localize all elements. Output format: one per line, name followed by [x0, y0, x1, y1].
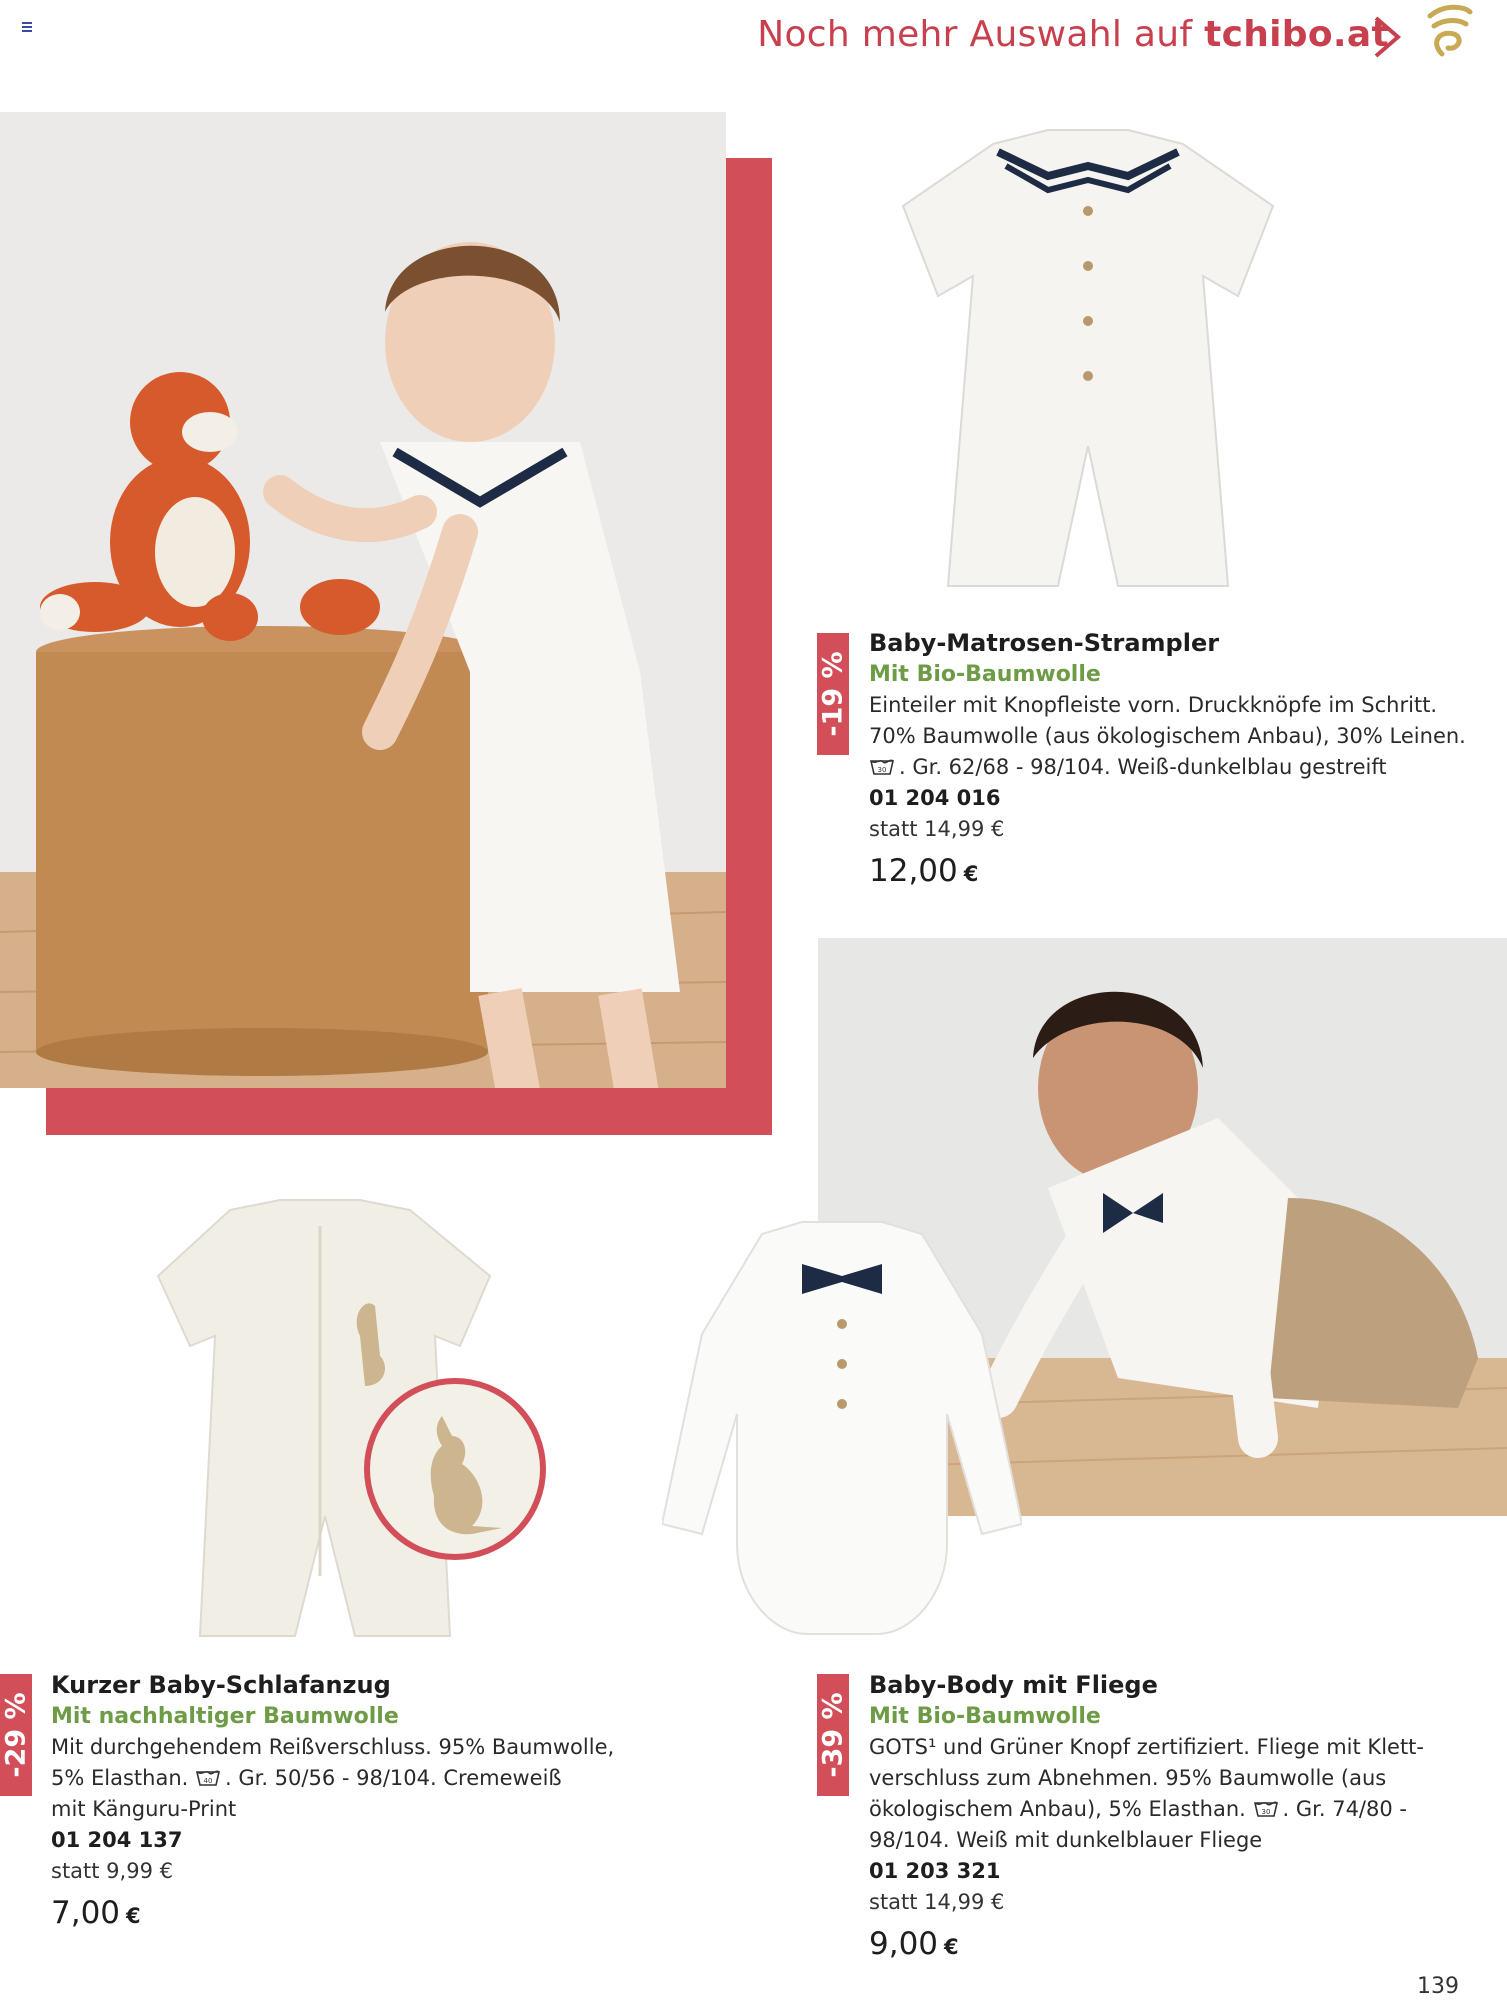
- wash-30-icon: [1253, 1800, 1279, 1818]
- article-number: 01 204 137: [51, 1828, 183, 1852]
- product-description-line: . Gr. 50/56 - 98/104. Cremeweiß: [225, 1766, 562, 1790]
- product-description-line: GOTS¹ und Grüner Knopf zertifiziert. Fliege mit Klett-: [869, 1735, 1424, 1759]
- price-value: 9,00: [869, 1926, 939, 1962]
- currency: €: [126, 1904, 141, 1928]
- product-description-line: . Gr. 62/68 - 98/104. Weiß-dunkelblau gestreift: [899, 755, 1387, 779]
- old-price: statt 14,99 €: [869, 817, 1005, 841]
- product-subtitle: Mit Bio-Baumwolle: [869, 662, 1101, 687]
- chevron-right-icon[interactable]: [1370, 14, 1406, 60]
- page-number: 139: [1417, 1974, 1459, 1999]
- product-info-sailor-romper: [869, 628, 1489, 894]
- banner-domain[interactable]: tchibo.at: [1204, 14, 1389, 55]
- discount-badge: [817, 1674, 849, 1796]
- product-image-sailor-romper: [898, 126, 1278, 596]
- product-description-line: 70% Baumwolle (aus ökologischem Anbau), 30% Leinen.: [869, 724, 1466, 748]
- product-image-baby-body: [662, 1214, 1022, 1644]
- svg-text:40: 40: [203, 1777, 213, 1785]
- product-title: Kurzer Baby-Schlafanzug: [51, 1671, 391, 1699]
- price: [869, 851, 1489, 894]
- product-info-short-pajama: [51, 1670, 671, 1936]
- product-info-baby-body: [869, 1670, 1489, 1967]
- banner-prefix: Noch mehr Auswahl auf: [757, 14, 1205, 55]
- product-description-line: . Gr. 74/80 -: [1282, 1797, 1407, 1821]
- discount-badge: [817, 633, 849, 755]
- discount-badge-label: -39 %: [817, 1692, 849, 1778]
- product-description-line: verschluss zum Abnehmen. 95% Baumwolle (aus: [869, 1766, 1387, 1790]
- svg-text:30: 30: [877, 766, 887, 774]
- product-description-line: ökologischem Anbau), 5% Elasthan.: [869, 1797, 1246, 1821]
- price: [51, 1893, 671, 1936]
- currency: €: [944, 1935, 959, 1959]
- product-description-line: Mit durchgehendem Reißverschluss. 95% Baumwolle,: [51, 1735, 615, 1759]
- product-subtitle: Mit Bio-Baumwolle: [869, 1704, 1101, 1729]
- svg-text:30: 30: [1261, 1808, 1270, 1816]
- old-price: statt 9,99 €: [51, 1859, 173, 1883]
- wash-30-icon: [869, 758, 895, 776]
- price-value: 7,00: [51, 1895, 121, 1931]
- price-value: 12,00: [869, 853, 958, 889]
- product-photo-baby-with-fox: [0, 112, 726, 1088]
- discount-badge-label: -19 %: [817, 651, 849, 737]
- article-number: 01 204 016: [869, 786, 1001, 810]
- product-title: Baby-Matrosen-Strampler: [869, 629, 1220, 657]
- tchibo-logo-icon: [1420, 2, 1476, 58]
- old-price: statt 14,99 €: [869, 1890, 1005, 1914]
- kangaroo-print-detail: [362, 1376, 548, 1562]
- menu-icon[interactable]: [22, 22, 32, 32]
- price: [869, 1924, 1489, 1967]
- product-description-line: Einteiler mit Knopfleiste vorn. Druckknöpfe im Schritt.: [869, 693, 1438, 717]
- website-banner[interactable]: [757, 14, 1389, 55]
- discount-badge: [0, 1674, 32, 1796]
- product-title: Baby-Body mit Fliege: [869, 1671, 1158, 1699]
- product-description-line: 98/104. Weiß mit dunkelblauer Fliege: [869, 1828, 1263, 1852]
- article-number: 01 203 321: [869, 1859, 1001, 1883]
- discount-badge-label: -29 %: [0, 1692, 32, 1778]
- currency: €: [963, 862, 979, 886]
- product-description-line: mit Känguru-Print: [51, 1797, 237, 1821]
- wash-40-icon: [195, 1769, 221, 1787]
- product-description-line: 5% Elasthan.: [51, 1766, 189, 1790]
- product-subtitle: Mit nachhaltiger Baumwolle: [51, 1704, 399, 1729]
